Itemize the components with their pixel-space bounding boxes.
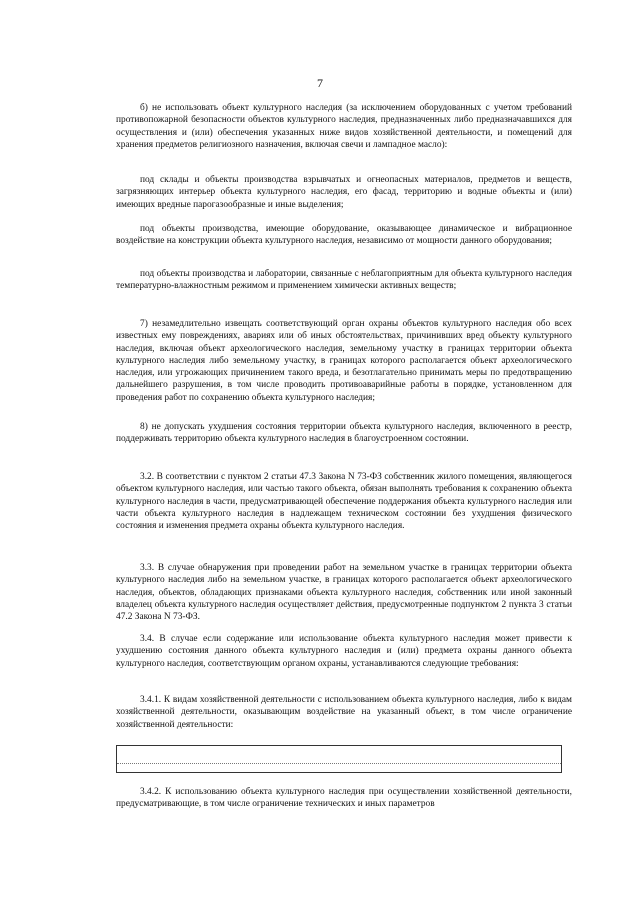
paragraph-3-2: 3.2. В соответствии с пунктом 2 статьи 47.3 Закона N 73-ФЗ собственник жилого помещения, являющегося объектом культурного наследия, или частью такого объекта, обязан выполнять требования к сохранению объекта культурного наследия в части, предусматривающей обеспечение поддержания объекта культурного наследия или части объекта культурного наследия в надлежащем техническом состоянии без ухудшения физического состояния и изменения предмета охраны объекта культурного наследия. <box>116 472 572 532</box>
paragraph-7: 7) незамедлительно извещать соответствующий орган охраны объектов культурного наследия обо всех известных ему повреждениях, авариях или об иных обстоятельствах, причинивших вред объекту культурного наследия, включая объект археологического наследия, земельному участку в границах территории объекта культурного наследия либо земельному участку, в границах которого располагается объект археологического наследия, или угрожающих причинением такого вреда, и безотлагательно принимать меры по предотвращению дальнейшего разрушения, в том числе проводить противоаварийные работы в порядке, установленном для проведения работ по сохранению объекта культурного наследия; <box>116 319 572 403</box>
paragraph-8: 8) не допускать ухудшения состояния территории объекта культурного наследия, включенного в реестр, поддерживать территорию объекта культурного наследия в благоустроенном состоянии. <box>116 422 572 445</box>
paragraph-3-4-1: 3.4.1. К видам хозяйственной деятельности с использованием объекта культурного наследия, либо к видам хозяйственной деятельности, оказывающим воздействие на указанный объект, в том числе ограничение хозяйственной деятельности: <box>116 695 572 730</box>
paragraph-warehouses: под склады и объекты производства взрывчатых и огнеопасных материалов, предметов и веществ, загрязняющих интерьер объекта культурного наследия, его фасад, территорию и водные объекты и (или) имеющих вредные парогазообразные и иные выделения; <box>116 175 572 210</box>
paragraph-6b: б) не использовать объект культурного наследия (за исключением оборудованных с учетом требований противопожарной безопасности объектов культурного наследия, предназначенных либо предназначавшихся для осуществления и (или) обеспечения указанных ниже видов хозяйственной деятельности, и помещений для хранения предметов религиозного назначения, включая свечи и лампадное масло): <box>116 103 572 150</box>
restrictions-table-box <box>116 745 562 773</box>
paragraph-laboratories: под объекты производства и лаборатории, связанные с неблагоприятным для объекта культурного наследия температурно-влажностным режимом и применением химически активных веществ; <box>116 269 572 292</box>
paragraph-3-3: 3.3. В случае обнаружения при проведении работ на земельном участке в границах территории объекта культурного наследия либо на земельном участке, в границах которого располагается объект археологического наследия, объектов, обладающих признаками объекта культурного наследия, собственник или иной законный владелец объекта культурного наследия осуществляет действия, предусмотренные подпунктом 2 пункта 3 статьи 47.2 Закона N 73-ФЗ. <box>116 563 572 623</box>
paragraph-3-4-2: 3.4.2. К использованию объекта культурного наследия при осуществлении хозяйственной деятельности, предусматривающие, в том числе ограничение технических и иных параметров <box>116 787 572 810</box>
paragraph-3-4: 3.4. В случае если содержание или использование объекта культурного наследия может привести к ухудшению состояния данного объекта культурного наследия и (или) предмета охраны данного объекта культурного наследия, соответствующим органом охраны, устанавливаются следующие требования: <box>116 634 572 669</box>
page-number: 7 <box>317 76 323 90</box>
paragraph-production: под объекты производства, имеющие оборудование, оказывающее динамическое и вибрационное воздействие на конструкции объекта культурного наследия, независимо от мощности данного оборудования; <box>116 224 572 247</box>
